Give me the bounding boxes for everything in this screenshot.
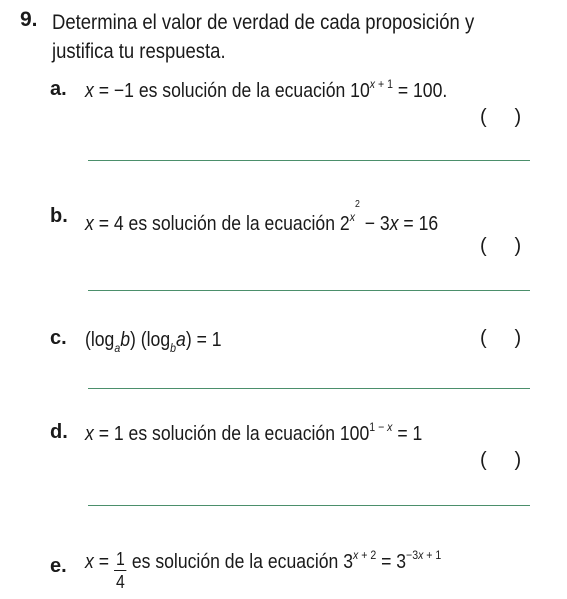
answer-box-b[interactable]: ( ) — [480, 235, 522, 257]
item-c-statement: $(\log_ab) (\log_ba) = 1$ — [85, 329, 222, 355]
item-letter: d. — [50, 421, 68, 443]
answer-box-c[interactable]: ( ) — [480, 327, 522, 349]
answer-box-a[interactable]: ( ) — [480, 106, 522, 128]
item-letter: e. — [50, 555, 67, 577]
answer-box-d[interactable]: ( ) — [480, 449, 522, 471]
item-b-lead: es solución de la ecuación — [128, 213, 336, 235]
exercise-number: 9. — [20, 8, 38, 31]
item-a-statement: x = −1 es solución de la ecuación $10^{x + 1} = 100$. — [85, 77, 448, 102]
item-letter: c. — [50, 327, 67, 349]
fraction-one-quarter: $\frac{1}{4}$ — [116, 549, 125, 592]
item-b-statement: x = 4 es solución de la ecuación $2^{x^2} - 3x = 16$ — [85, 199, 439, 235]
item-e-lead: es solución de la ecuación — [131, 550, 339, 573]
statement-line-2: justifica tu respuesta. — [52, 40, 226, 63]
answer-line-c[interactable] — [88, 388, 530, 389]
answer-line-b[interactable] — [88, 290, 530, 291]
item-letter: a. — [50, 78, 67, 100]
item-d-lead: es solución de la ecuación — [128, 423, 336, 445]
statement-line-1: Determina el valor de verdad de cada proposición y — [52, 11, 475, 34]
item-a-lead: es solución de la ecuación — [138, 80, 346, 102]
answer-line-d[interactable] — [88, 505, 530, 506]
exercise-statement — [52, 8, 492, 66]
item-letter: b. — [50, 205, 68, 227]
item-e-statement: x = $\frac{1}{4}$ es solución de la ecuación $3^{x + 2} = 3^{-3x + 1}$ — [85, 547, 442, 592]
answer-line-a[interactable] — [88, 160, 530, 161]
item-d-statement: x = 1 es solución de la ecuación $100^{1 - x} = 1$ — [85, 420, 423, 445]
